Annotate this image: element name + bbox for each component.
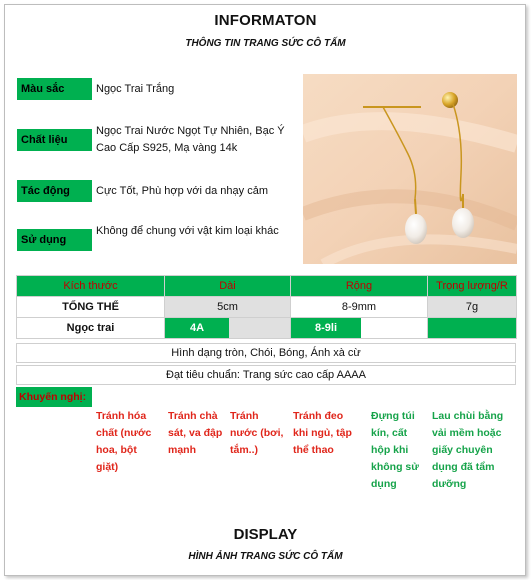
usage-label: Sử dụng (17, 229, 92, 251)
info-subtitle: THÔNG TIN TRANG SỨC CÔ TẤM (185, 38, 346, 49)
cleaning-advice: Lau chùi bằng vải mềm hoặc giấy chuyên dụng đã tẩm dưỡng (432, 410, 504, 490)
overall-row (17, 297, 517, 318)
usage-value: Không để chung với vật kim loại khác (96, 225, 279, 237)
pearl-weight-cell (428, 318, 517, 339)
header-length: Dài (165, 276, 291, 297)
spec-header-row (17, 276, 517, 297)
header-width: Rộng (291, 276, 428, 297)
material-label: Chất liệu (17, 129, 92, 151)
pearl-width: 8-9li (291, 318, 361, 338)
product-photo (303, 74, 517, 264)
display-title: DISPLAY (233, 526, 298, 543)
storage-advice: Đựng túi kín, cất hộp khi không sử dụng (371, 410, 419, 490)
overall-weight: 7g (428, 297, 517, 318)
shape-row: Hình dạng tròn, Chói, Bóng, Ánh xà cừ (16, 343, 516, 363)
color-label: Màu sắc (17, 78, 92, 100)
standard-row: Đạt tiêu chuẩn: Trang sức cao cấp AAAA (16, 365, 516, 385)
info-title: INFORMATON (214, 12, 317, 29)
overall-label: TỔNG THỂ (17, 297, 165, 318)
avoid-impact: Tránh chà sát, va đập mạnh (168, 410, 223, 456)
avoid-chemicals: Tránh hóa chất (nước hoa, bột giặt) (96, 410, 152, 473)
recommendation-label: Khuyến nghị: (16, 387, 92, 407)
color-value: Ngọc Trai Trắng (96, 83, 175, 95)
header-size: Kích thước (17, 276, 165, 297)
material-value: Ngọc Trai Nước Ngọt Tự Nhiên, Bạc Ý Cao Cấp S925, Mạ vàng 14k (96, 125, 285, 154)
pearl-label: Ngọc trai (17, 318, 165, 339)
overall-length: 5cm (165, 297, 291, 318)
effect-label: Tác động (17, 180, 92, 202)
effect-value: Cực Tốt, Phù hợp với da nhạy cảm (96, 185, 268, 197)
overall-width: 8-9mm (291, 297, 428, 318)
avoid-sleep-sport: Tránh đeo khi ngủ, tập thể thao (293, 410, 352, 456)
avoid-water: Tránh nước (bơi, tắm..) (230, 410, 284, 456)
spec-table (16, 275, 517, 339)
pearl-row (17, 318, 517, 339)
display-subtitle: HÌNH ẢNH TRANG SỨC CÔ TẤM (188, 551, 343, 562)
header-weight: Trọng lượng/R (428, 276, 517, 297)
pearl-length: 4A (165, 318, 229, 338)
